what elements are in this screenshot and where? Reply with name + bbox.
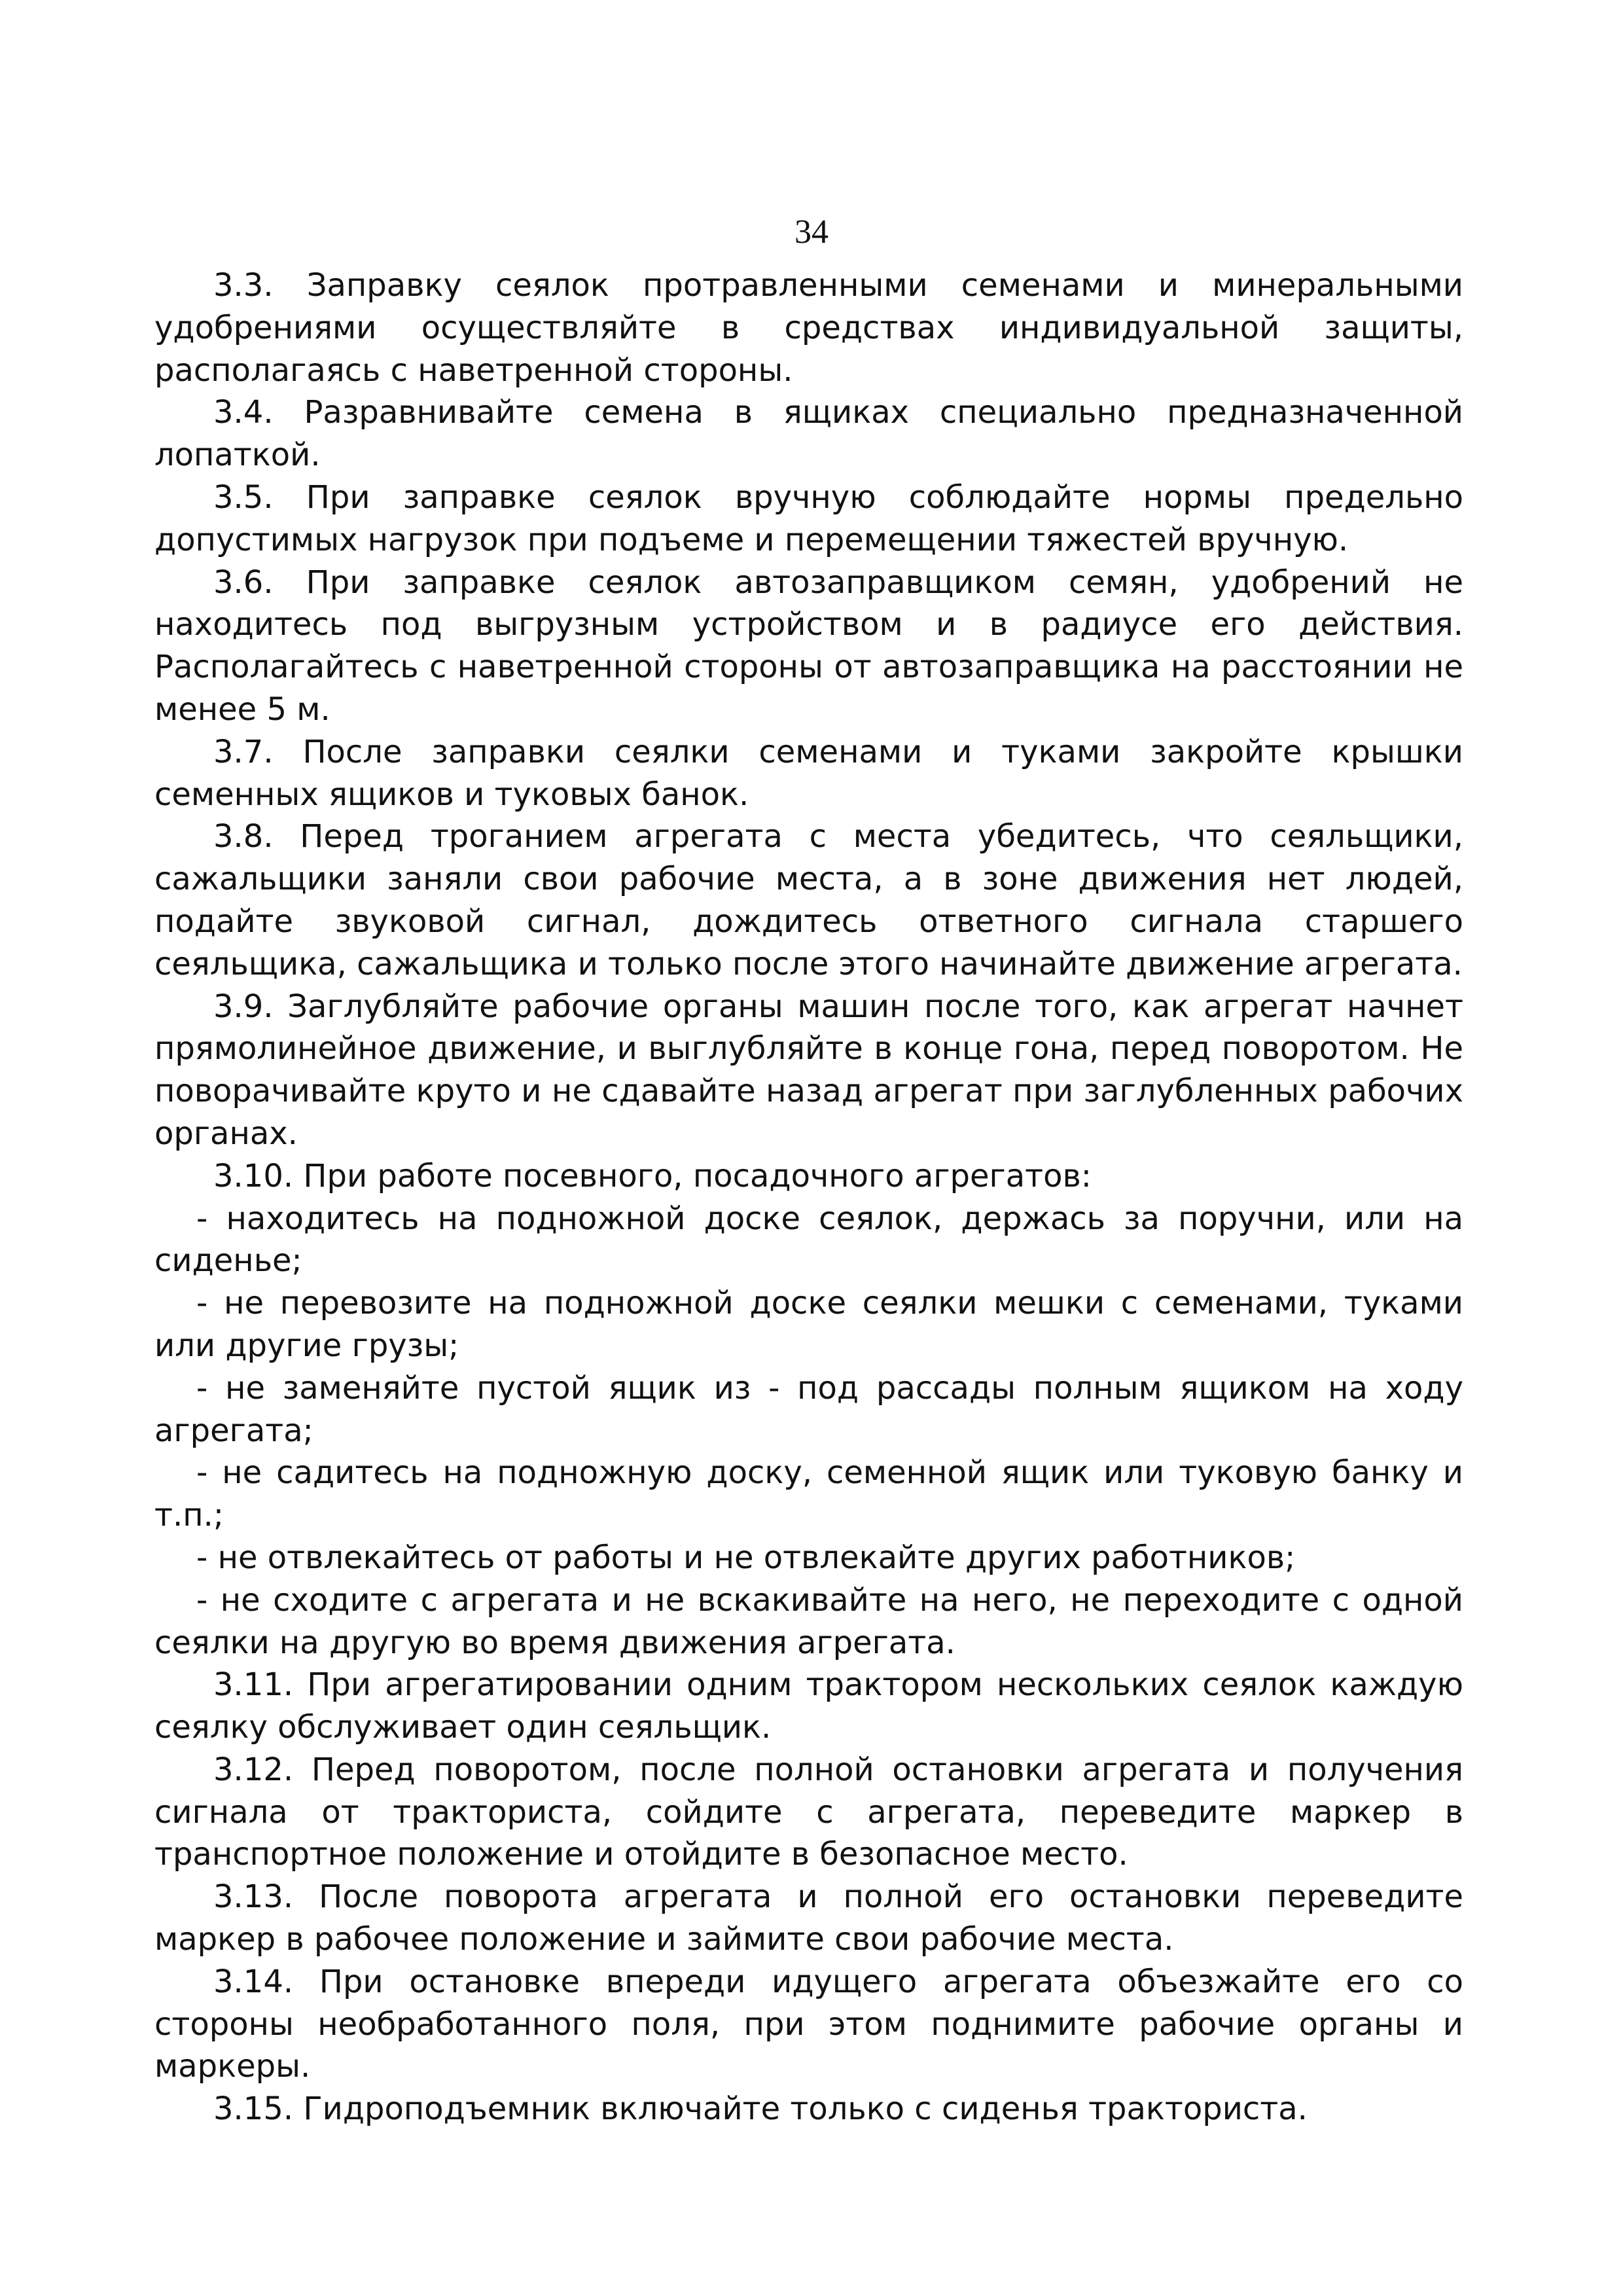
list-item: - не заменяйте пустой ящик из - под рассады полным ящиком на ходу агрегата; [154, 1369, 1463, 1449]
paragraph-3-13: 3.13. После поворота агрегата и полной его остановки переведите маркер в рабочее положение и займите свои рабочие места. [154, 1878, 1463, 1958]
document-body [154, 264, 1463, 2130]
list-item: - не садитесь на подножную доску, семенной ящик или туковую банку и т.п.; [154, 1454, 1463, 1534]
paragraph-3-4: 3.4. Разравнивайте семена в ящиках специально предназначенной лопаткой. [154, 394, 1463, 474]
paragraph-3-6: 3.6. При заправке сеялок автозаправщиком семян, удобрений не находитесь под выгрузным устройством и в радиусе его действия. Располагайтесь с наветренной стороны от автозаправщика на расстоянии не менее 5 м. [154, 564, 1463, 728]
page-number: 34 [794, 213, 829, 251]
paragraph-3-10: 3.10. При работе посевного, посадочного агрегатов: [213, 1157, 1092, 1194]
paragraph-3-11: 3.11. При агрегатировании одним трактором нескольких сеялок каждую сеялку обслуживает один сеяльщик. [154, 1666, 1463, 1746]
list-item: - не перевозите на подножной доске сеялки мешки с семенами, туками или другие грузы; [154, 1285, 1463, 1364]
paragraph-3-9: 3.9. Заглубляйте рабочие органы машин после того, как агрегат начнет прямолинейное движение, и выглубляйте в конце гона, перед поворотом. Не поворачивайте круто и не сдавайте назад агрегат при заглубленных рабочих органах. [154, 988, 1463, 1152]
list-item: - не сходите с агрегата и не вскакивайте на него, не переходите с одной сеялки на другую во время движения агрегата. [154, 1581, 1463, 1661]
list-item: - находитесь на подножной доске сеялок, держась за поручни, или на сиденье; [154, 1200, 1463, 1280]
paragraph-3-12: 3.12. Перед поворотом, после полной остановки агрегата и получения сигнала от тракториста, сойдите с агрегата, переведите маркер в транспортное положение и отойдите в безопасное место. [154, 1751, 1463, 1873]
list-item: - не отвлекайтесь от работы и не отвлекайте других работников; [196, 1539, 1296, 1576]
rules-list [154, 1198, 1463, 1664]
paragraph-3-5: 3.5. При заправке сеялок вручную соблюдайте нормы предельно допустимых нагрузок при подъеме и перемещении тяжестей вручную. [154, 478, 1463, 558]
paragraph-3-15: 3.15. Гидроподъемник включайте только с сиденья тракториста. [213, 2090, 1308, 2128]
paragraph-3-7: 3.7. После заправки сеялки семенами и туками закройте крышки семенных ящиков и туковых банок. [154, 733, 1463, 813]
paragraph-3-14: 3.14. При остановке впереди идущего агрегата объезжайте его со стороны необработанного поля, при этом поднимите рабочие органы и маркеры. [154, 1963, 1463, 2085]
paragraph-3-8: 3.8. Перед троганием агрегата с места убедитесь, что сеяльщики, сажальщики заняли свои рабочие места, а в зоне движения нет людей, подайте звуковой сигнал, дождитесь ответного сигнала старшего сеяльщика, сажальщика и только после этого начинайте движение агрегата. [154, 818, 1463, 982]
paragraph-3-3: 3.3. Заправку сеялок протравленными семенами и минеральными удобрениями осуществляйте в средствах индивидуальной защиты, располагаясь с наветренной стороны. [154, 267, 1463, 389]
